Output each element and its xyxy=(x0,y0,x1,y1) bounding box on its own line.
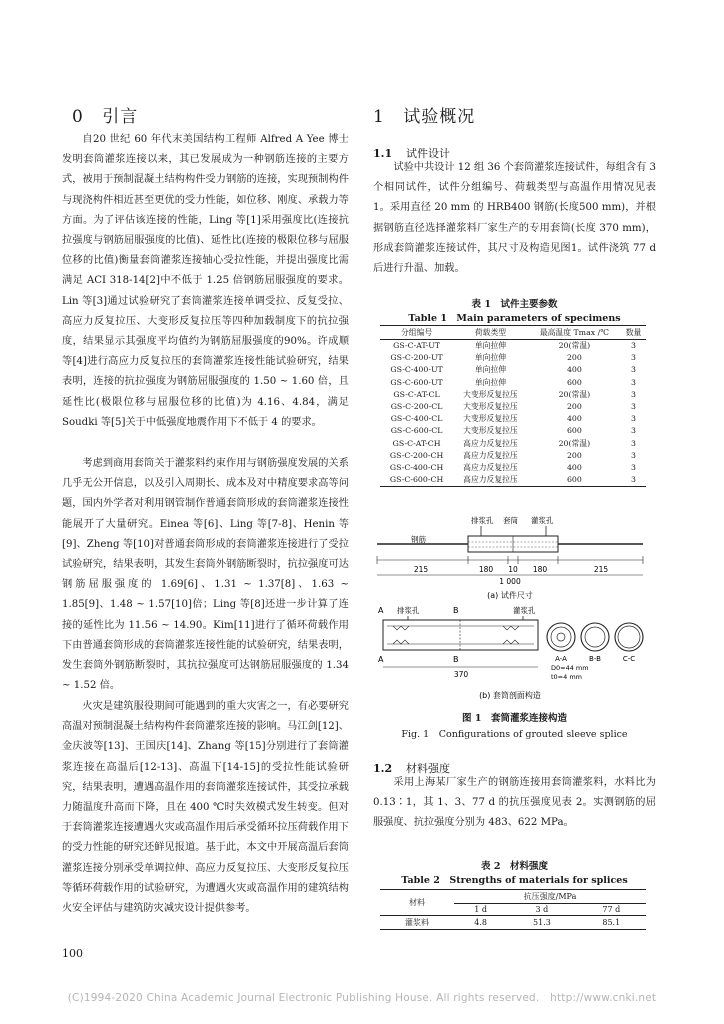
table1-cell: 大变形反复拉压 xyxy=(463,389,518,399)
intro-paragraph-1: 自20 世纪 60 年代末美国结构工程师 Alfred A Yee 博士发明套筒灌浆连接以来，其已发展成为一种钢筋连接的主要方式，被用于预制混凝土结构构件受力钢筋的连接，实现预制构件与现浇构件相近甚至更优的受力性能，如位移、刚度、承载力等方面。为了评估该连接的性能，Ling 等[1]采用强度比(连接抗拉强度与钢筋屈服强度的比值)、延性比(连接的极限位移与屈服位移的比值)衡量套筒灌浆连接轴心受拉性能，并提出强度比需满足 ACI 318-14[2]中不低于 1.25 倍钢筋屈服强度的要求。Lin 等[3]通过试验研究了套筒灌浆连接单调受拉、反复受拉、高应力反复拉压、大变形反复拉压等四种加载制度下的抗拉强度，结果显示其强度平均值约为钢筋屈服强度的90%。许成顺等[4]进行高应力反复拉压的套筒灌浆连接性能试验研究，结果表明，连接的抗拉强度为钢筋屈服强度的 1.50 ~ 1.60 倍，且延性比(极限位移与屈服位移的比值)为 4.16、4.84，满足 Soudki 等[5]关于中低强度地震作用下不低于 4 的要求。 xyxy=(62,134,349,428)
section-mark-A: A xyxy=(378,606,384,615)
intro-paragraph-2: 考虑到商用套筒关于灌浆料约束作用与钢筋强度发展的关系几乎无公开信息，以及引入周期长、成本及对中精度要求高等问题，国内外学者对利用钢管制作普通套筒形成的套筒灌浆连接性能展开了大量研究。Einea 等[6]、Ling 等[7-8]、Henin 等[9]、Zheng 等[10]对普通套筒形成的套筒灌浆连接进行了受拉试验研究，结果表明，其发生套筒外钢筋断裂时，抗拉强度可达钢筋屈服强度的 1.69[6]、1.31 ~ 1.37[8]、1.63 ~ 1.85[9]、1.48 ~ 1.57[10]倍；Ling 等[8]还进一步计算了连接的延性比为 11.56 ~ 14.90。Kim[11]进行了循环荷载作用下由普通套筒形成的套筒灌浆连接性能的试验研究，结果表明，发生套筒外钢筋断裂时，其抗拉强度可达钢筋屈服强度的 1.34 ~ 1.52 倍。 xyxy=(62,458,349,692)
subsection-number: 1.2 xyxy=(373,762,393,775)
dim-370: 370 xyxy=(453,670,469,679)
figure1-caption-cn: 图 1 套筒灌浆连接构造 xyxy=(462,713,567,724)
table1-row xyxy=(380,389,646,401)
table2-row-name: 灌浆料 xyxy=(380,916,454,930)
table2-caption-cn: 表 2 材料强度 xyxy=(481,861,548,872)
sleeve-inner-wall xyxy=(387,626,534,644)
section-AA-inner xyxy=(551,627,571,647)
table1-cell: 大变形反复拉压 xyxy=(463,426,518,436)
table1 xyxy=(380,325,646,487)
section-mark-B: B xyxy=(453,606,459,615)
label-grout-in-b: 灌浆孔 xyxy=(513,606,536,615)
table1-cell: 3 xyxy=(631,463,636,473)
table1-cell: 3 xyxy=(631,377,636,387)
section-1-heading xyxy=(373,102,475,127)
subfig-a-label: (a) 试件尺寸 xyxy=(487,591,533,600)
table1-cell: 高应力反复拉压 xyxy=(463,463,518,473)
table2-data-row xyxy=(380,916,646,930)
table1-cell: 单向拉伸 xyxy=(474,365,507,375)
dim-outer-diameter: D0=44 mm xyxy=(551,664,589,672)
table1-cell: 600 xyxy=(528,474,621,487)
section-mark-A: A xyxy=(378,655,384,664)
table1-cell: GS-C-AT-CH xyxy=(392,438,441,448)
table1-cell: GS-C-200-UT xyxy=(390,353,443,363)
table1-cell: GS-C-400-CH xyxy=(389,463,444,473)
table1-cell: 600 xyxy=(566,377,582,387)
table1-cell: 单向拉伸 xyxy=(474,341,507,350)
section-BB-label: B-B xyxy=(589,655,601,663)
table1-cell: 3 xyxy=(621,474,646,487)
table1-cell: GS-C-600-CH xyxy=(380,474,453,487)
table1-cell: 400 xyxy=(566,414,582,424)
dim-215: 215 xyxy=(593,565,609,574)
table1-row xyxy=(380,413,646,425)
table1-cell: GS-C-600-CL xyxy=(390,426,443,436)
table1-cell: GS-C-200-CL xyxy=(390,402,443,412)
table1-header: 数量 xyxy=(621,326,646,340)
table1-cell: GS-C-400-CL xyxy=(390,414,443,424)
dim-215: 215 xyxy=(413,565,429,574)
table1-row xyxy=(380,462,646,474)
section-mark-B: B xyxy=(453,655,459,664)
table1-header: 最高温度 Tmax /℃ xyxy=(528,326,621,340)
table1-caption-cn: 表 1 试件主要参数 xyxy=(471,299,558,310)
section-title: 引言 xyxy=(102,107,139,127)
table1-cell: 高应力反复拉压 xyxy=(453,474,528,487)
label-grout-out-b: 排浆孔 xyxy=(397,606,420,615)
table1-cell: 20(常温) xyxy=(558,341,591,350)
table1-row xyxy=(380,425,646,437)
table1-cell: 单向拉伸 xyxy=(474,377,507,387)
table1-header: 分组编号 xyxy=(380,326,453,340)
table1-cell: GS-C-AT-UT xyxy=(393,341,441,350)
label-grout-out: 排浆孔 xyxy=(471,516,494,525)
dim-180: 180 xyxy=(478,565,494,574)
table1-cell: GS-C-200-CH xyxy=(389,450,444,460)
table1-cell: 大变形反复拉压 xyxy=(463,414,518,424)
table1-cell: 20(常温) xyxy=(558,389,591,399)
subfig-b-label: (b) 套筒剖面构造 xyxy=(479,691,541,700)
table1-cell: 3 xyxy=(631,341,636,350)
table1-row xyxy=(380,401,646,413)
table1-row xyxy=(380,352,646,364)
table2-col-group: 抗压强度/MPa xyxy=(454,890,646,904)
table1-cell: 高应力反复拉压 xyxy=(463,438,518,448)
section-AA-label: A-A xyxy=(555,655,567,663)
table1-cell: 3 xyxy=(631,402,636,412)
section-number: 0 xyxy=(72,107,84,127)
table1-cell: 200 xyxy=(566,353,582,363)
copyright-footer: (C)1994-2020 China Academic Journal Electronic Publishing House. All rights reserved. http://www.cnki.net xyxy=(67,992,657,1004)
table2-header-row xyxy=(380,890,646,904)
table2-age: 1 d xyxy=(454,904,507,916)
sleeve-outline xyxy=(383,620,538,650)
figure1-caption-en: Fig. 1 Configurations of grouted sleeve splice xyxy=(401,729,628,740)
table2-age: 3 d xyxy=(507,904,576,916)
figure1-drawing xyxy=(373,512,656,724)
table1-cell: 200 xyxy=(566,450,582,460)
specimen-design-text: 试验中共设计 12 组 36 个套筒灌浆连接试件，每组含有 3 个相同试件，试件分组编号、荷载类型与高温作用情况见表 1。采用直径 20 mm 的 HRB400 钢筋(长度500 mm)，并根据钢筋直径选择灌浆料厂家生产的专用套筒(长度 370 mm)，形成套筒灌浆连接试件，其尺寸及构造见图1。试件浇筑 77 d 后进行升温、加载。 xyxy=(373,162,656,275)
table1-cell: 3 xyxy=(631,426,636,436)
dim-180: 180 xyxy=(532,565,548,574)
table1-cell: 3 xyxy=(631,450,636,460)
table1-cell: GS-C-600-UT xyxy=(390,377,443,387)
section-BB-inner xyxy=(585,627,605,647)
table1-row xyxy=(380,340,646,353)
table1-cell: GS-C-AT-CL xyxy=(393,389,440,399)
table1-row xyxy=(380,364,646,376)
table1-cell: GS-C-400-UT xyxy=(390,365,443,375)
dim-1000: 1 000 xyxy=(499,577,521,586)
table2-value: 85.1 xyxy=(577,916,646,930)
table1-cell: 200 xyxy=(566,402,582,412)
label-sleeve: 套筒 xyxy=(503,516,518,525)
table2-value: 51.3 xyxy=(507,916,576,930)
sleeve-ribs xyxy=(393,626,519,644)
table2-age: 77 d xyxy=(577,904,646,916)
material-strength-text: 采用上海某厂家生产的钢筋连接用套筒灌浆料，水料比为 0.13∶1，其 1、3、77 d 的抗压强度见表 2。实测钢筋的屈服强度、抗拉强度分别为 483、622 MPa。 xyxy=(373,777,656,829)
table1-cell: 3 xyxy=(631,414,636,424)
intro-paragraph-3: 火灾是建筑服役期间可能遇到的重大灾害之一，有必要研究高温对预制混凝土结构构件套筒灌浆连接的影响。马江剑[12]、金庆波等[13]、王国庆[14]、Zhang 等[15]分别进行了套筒灌浆连接在高温后[12-13]、高温下[14-15]的受拉性能试验研究，结果表明，遭遇高温作用的套筒灌浆连接试件，其受拉承载力随温度升高而下降，且在 400 ℃时失效模式发生转变。但对于套筒灌浆连接遭遇火灾或高温作用后承受循环拉压荷载作用下的受力性能的研究还鲜见报道。基于此，本文中开展高温后套筒灌浆连接分别承受单调拉伸、高应力反复拉压、大变形反复拉压等循环荷载作用的试验研究，为遭遇火灾或高温作用的建筑结构火安全评估与建筑防灾减灾设计提供参考。 xyxy=(62,701,349,915)
label-rebar: 钢筋 xyxy=(411,535,426,544)
table1-row xyxy=(380,450,646,462)
table1-cell: 3 xyxy=(631,365,636,375)
table2 xyxy=(380,889,646,930)
dim-wall-thickness: t0=4 mm xyxy=(551,673,582,681)
table1-row xyxy=(380,377,646,389)
table1-row xyxy=(380,474,646,487)
table1-cell: 20(常温) xyxy=(558,438,591,448)
section-CC-inner xyxy=(618,626,640,648)
section-0-heading xyxy=(72,102,138,127)
subsection-title: 材料强度 xyxy=(405,762,450,775)
table1-cell: 大变形反复拉压 xyxy=(463,402,518,412)
table1-cell: 3 xyxy=(631,353,636,363)
table1-cell: 400 xyxy=(566,463,582,473)
section-number: 1 xyxy=(373,107,385,127)
page-number: 100 xyxy=(62,947,83,960)
label-grout-in: 灌浆孔 xyxy=(531,516,554,525)
table1-header-row xyxy=(380,326,646,340)
table1-cell: 600 xyxy=(566,426,582,436)
table1-caption-en: Table 1 Main parameters of specimens xyxy=(408,313,621,324)
table1-cell: 3 xyxy=(631,389,636,399)
table2-col-material: 材料 xyxy=(380,890,454,916)
section-title: 试验概况 xyxy=(403,107,476,127)
table2-value: 4.8 xyxy=(454,916,507,930)
section-CC-outer xyxy=(615,623,643,651)
subsection-title: 试件设计 xyxy=(405,147,450,160)
table1-row xyxy=(380,438,646,450)
table1-header: 荷载类型 xyxy=(453,326,528,340)
subsection-number: 1.1 xyxy=(373,147,393,160)
table1-cell: 高应力反复拉压 xyxy=(463,450,518,460)
table2-caption-en: Table 2 Strengths of materials for splices xyxy=(401,875,628,886)
dim-10: 10 xyxy=(508,565,518,574)
section-AA-rebar xyxy=(557,633,565,641)
table1-cell: 400 xyxy=(566,365,582,375)
section-CC-label: C-C xyxy=(622,655,636,663)
table1-cell: 3 xyxy=(631,438,636,448)
table1-cell: 单向拉伸 xyxy=(474,353,507,363)
